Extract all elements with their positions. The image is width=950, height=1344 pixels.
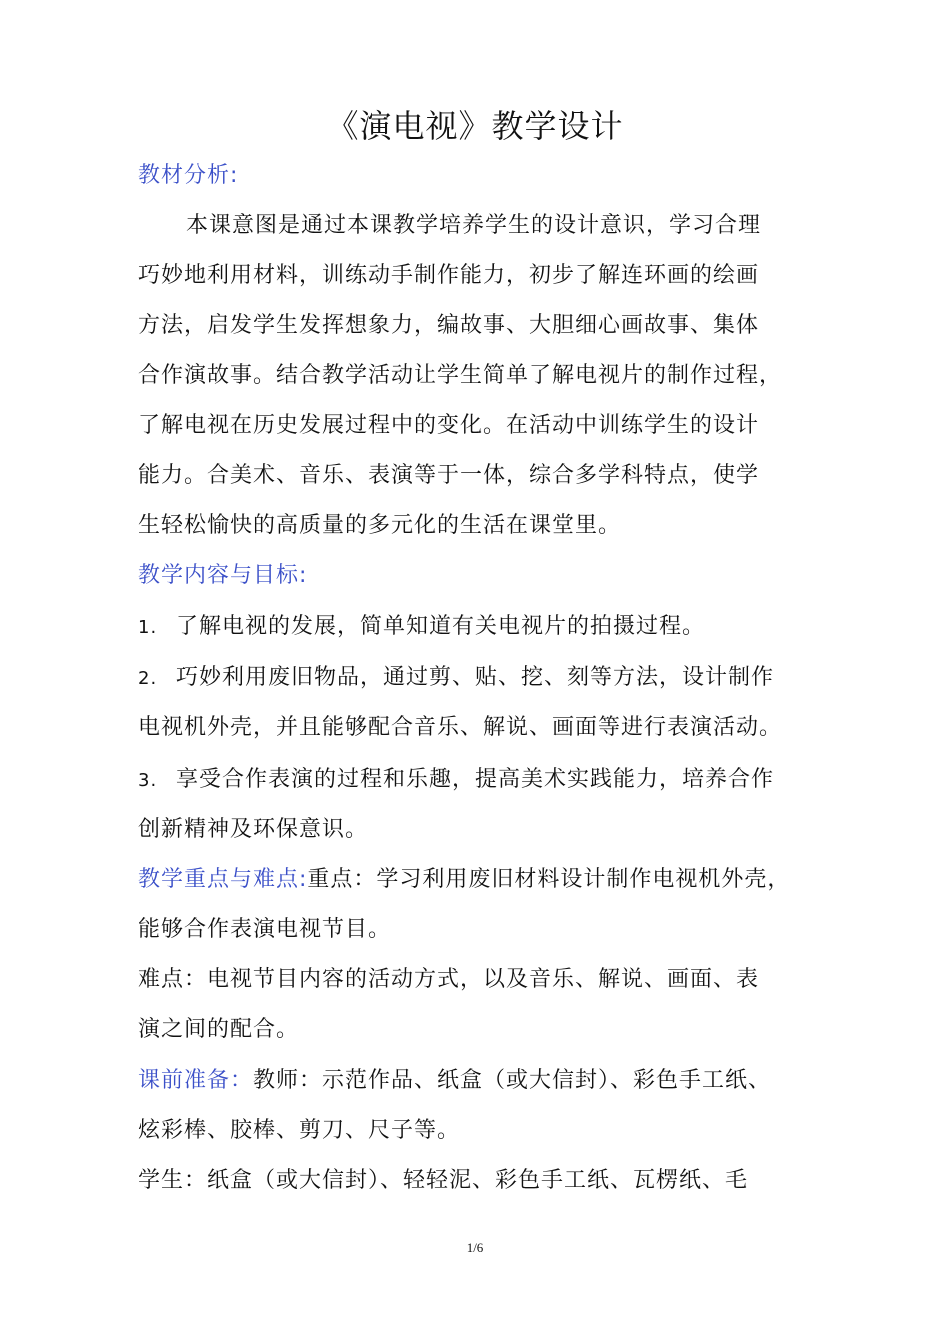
analysis-line: 巧妙地利用材料，训练动手制作能力，初步了解连环画的绘画 xyxy=(138,263,760,288)
goal-item xyxy=(138,764,774,797)
page-title: 《演电视》教学设计 xyxy=(326,107,624,145)
goals-heading: 教学内容与目标: xyxy=(138,563,308,588)
key-points-line xyxy=(138,864,790,896)
prep-text: 教师：示范作品、纸盒（或大信封）、彩色手工纸、 xyxy=(253,1068,772,1093)
goal-text: 享受合作表演的过程和乐趣，提高美术实践能力，培养合作 xyxy=(176,767,775,792)
analysis-line: 合作演故事。结合教学活动让学生简单了解电视片的制作过程， xyxy=(138,363,783,388)
analysis-line: 能力。合美术、音乐、表演等于一体，综合多学科特点，使学 xyxy=(138,463,760,488)
students-prep-line: 学生：纸盒（或大信封）、轻轻泥、彩色手工纸、瓦楞纸、毛 xyxy=(138,1168,749,1193)
key-heading: 教学重点与难点: xyxy=(138,867,308,892)
goal-text: 巧妙利用废旧物品，通过剪、贴、挖、刻等方法，设计制作 xyxy=(176,665,775,690)
key-text-continued: 能够合作表演电视节目。 xyxy=(138,917,392,942)
goal-number: 3. xyxy=(138,770,158,791)
analysis-line: 方法，启发学生发挥想象力，编故事、大胆细心画故事、集体 xyxy=(138,313,760,338)
difficulty-line: 演之间的配合。 xyxy=(138,1017,300,1042)
analysis-line: 了解电视在历史发展过程中的变化。在活动中训练学生的设计 xyxy=(138,413,760,438)
page-number: 1/6 xyxy=(466,1240,484,1255)
analysis-line: 本课意图是通过本课教学培养学生的设计意识，学习合理 xyxy=(186,213,762,238)
goal-number: 2. xyxy=(138,668,158,689)
goal-item xyxy=(138,662,774,695)
goal-number: 1. xyxy=(138,617,158,638)
goal-text: 了解电视的发展，简单知道有关电视片的拍摄过程。 xyxy=(176,614,706,639)
goal-item-continued: 创新精神及环保意识。 xyxy=(138,817,369,842)
prep-line xyxy=(138,1065,771,1097)
difficulty-line: 难点：电视节目内容的活动方式，以及音乐、解说、画面、表 xyxy=(138,967,760,992)
prep-text-continued: 炫彩棒、胶棒、剪刀、尺子等。 xyxy=(138,1118,461,1143)
analysis-heading: 教材分析: xyxy=(138,163,239,188)
prep-heading: 课前准备： xyxy=(138,1068,254,1093)
analysis-line: 生轻松愉快的高质量的多元化的生活在课堂里。 xyxy=(138,513,622,538)
key-text: 重点：学习利用废旧材料设计制作电视机外壳， xyxy=(307,867,791,892)
goal-item-continued: 电视机外壳，并且能够配合音乐、解说、画面等进行表演活动。 xyxy=(138,715,783,740)
goal-item xyxy=(138,611,705,644)
